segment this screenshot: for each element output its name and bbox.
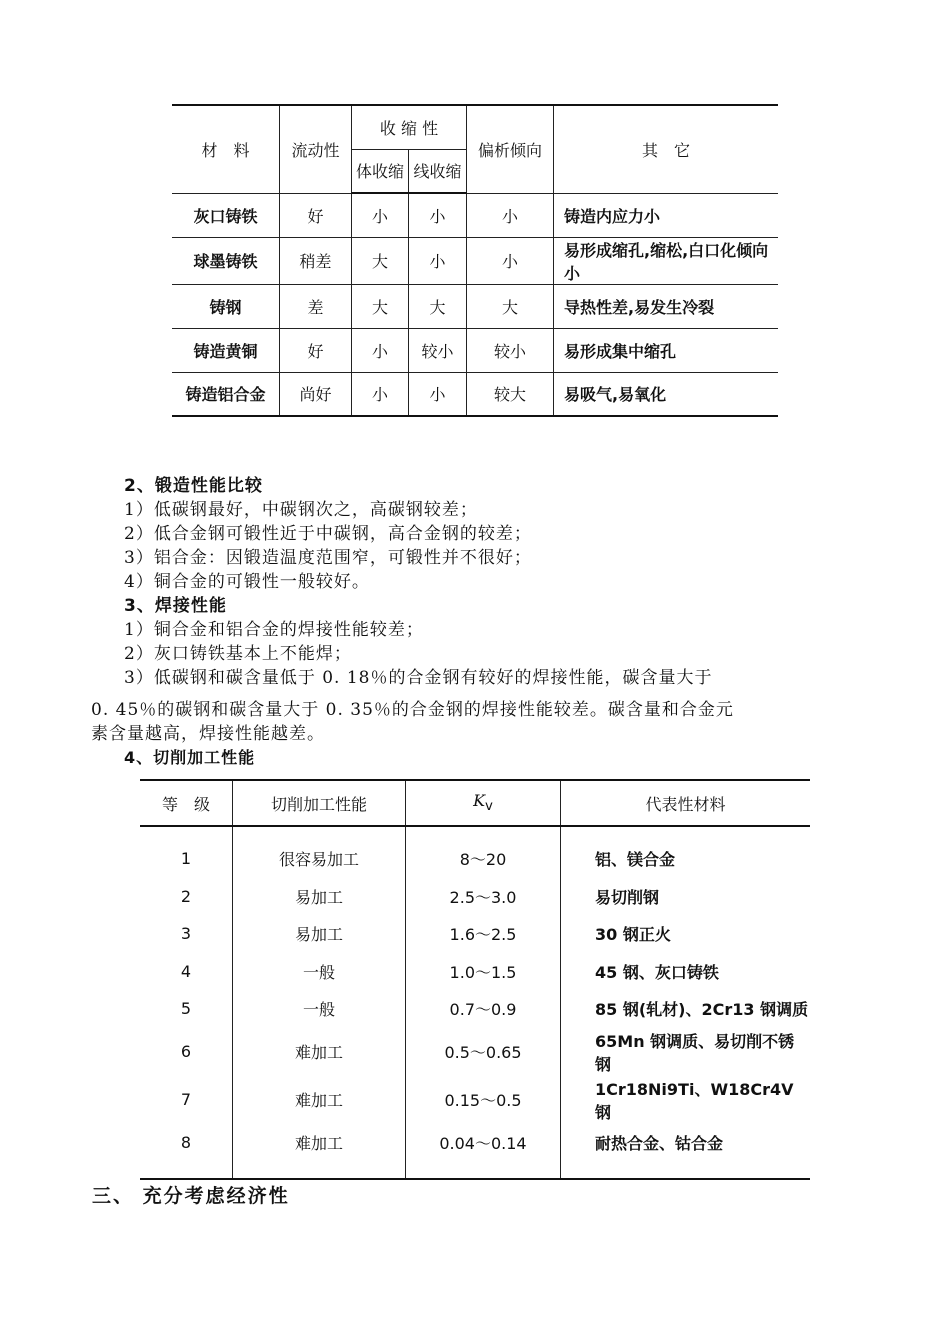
header-segregation: 偏析倾向	[467, 105, 554, 193]
table-row	[172, 328, 778, 372]
table-row	[140, 953, 810, 991]
welding-item-continued	[91, 698, 871, 746]
forging-item: 2）低合金钢可锻性近于中碳钢，高合金钢的较差；	[124, 524, 532, 544]
cell-linear: 小	[409, 193, 467, 237]
forging-item: 4）铜合金的可锻性一般较好。	[124, 572, 370, 592]
cell-material: 铸造黄铜	[172, 328, 280, 372]
kv-symbol: K	[473, 791, 486, 811]
cell-machinability: 一般	[233, 990, 406, 1028]
cell-material: 球墨铸铁	[172, 237, 280, 284]
cell-grade: 6	[180, 1042, 192, 1061]
table-row	[172, 284, 778, 328]
table-row	[140, 1124, 810, 1180]
table-row	[172, 372, 778, 416]
cell-machinability: 难加工	[233, 1124, 406, 1180]
header-shrinkage: 收 缩 性	[352, 105, 467, 149]
forging-item: 1）低碳钢最好，中碳钢次之，高碳钢较差；	[124, 500, 478, 520]
cell-linear: 小	[409, 237, 467, 284]
machinability-table	[140, 779, 810, 1180]
cell-kv: 0.5～0.65	[406, 1028, 561, 1076]
cell-linear: 小	[409, 372, 467, 416]
cell-kv: 0.7～0.9	[406, 990, 561, 1028]
cutting-heading: 4、切削加工性能	[124, 748, 256, 767]
cell-representative-material: 65Mn 钢调质、易切削不锈钢	[561, 1028, 811, 1076]
table-row	[140, 878, 810, 916]
cell-fluidity: 稍差	[280, 237, 352, 284]
header-machinability: 切削加工性能	[233, 780, 406, 826]
cell-kv: 1.6～2.5	[406, 915, 561, 953]
kv-subscript: v	[485, 799, 493, 815]
cell-grade: 2	[180, 886, 192, 906]
cell-material: 铸造铝合金	[172, 372, 280, 416]
cell-volume: 小	[352, 193, 409, 237]
table-row	[140, 826, 810, 878]
cell-segregation: 小	[467, 193, 554, 237]
casting-properties-table	[172, 104, 778, 417]
cell-machinability: 难加工	[233, 1076, 406, 1124]
header-linear-shrinkage: 线收缩	[409, 149, 467, 193]
welding-heading: 3、焊接性能	[124, 596, 227, 616]
cell-segregation: 大	[467, 284, 554, 328]
cell-fluidity: 好	[280, 193, 352, 237]
cell-machinability: 易加工	[233, 878, 406, 916]
cell-machinability: 难加工	[233, 1028, 406, 1076]
cell-grade: 8	[180, 1132, 192, 1152]
table-row	[140, 1076, 810, 1124]
cell-fluidity: 尚好	[280, 372, 352, 416]
cell-linear: 较小	[409, 328, 467, 372]
cell-other: 易形成集中缩孔	[554, 328, 779, 372]
cell-other: 易形成缩孔,缩松,白口化倾向小	[554, 237, 779, 284]
table-row	[140, 1028, 810, 1076]
header-representative-material: 代表性材料	[561, 780, 811, 826]
cell-kv: 1.0～1.5	[406, 953, 561, 991]
cell-grade: 1	[180, 849, 192, 869]
cell-representative-material: 耐热合金、钴合金	[561, 1124, 811, 1180]
cell-representative-material: 1Cr18Ni9Ti、W18Cr4V 钢	[561, 1076, 811, 1124]
cell-representative-material: 85 钢(轧材)、2Cr13 钢调质	[561, 990, 811, 1028]
cell-kv: 0.04～0.14	[406, 1124, 561, 1180]
cell-grade: 7	[180, 1090, 192, 1109]
header-material: 材 料	[172, 105, 280, 193]
header-kv	[406, 780, 561, 826]
welding-item-line: 素含量越高，焊接性能越差。	[91, 724, 325, 744]
cell-linear: 大	[409, 284, 467, 328]
cell-machinability: 一般	[233, 953, 406, 991]
cell-kv: 2.5～3.0	[406, 878, 561, 916]
forging-item: 3）铝合金：因锻造温度范围窄，可锻性并不很好；	[124, 548, 532, 568]
cell-representative-material: 30 钢正火	[561, 915, 811, 953]
cell-representative-material: 铝、镁合金	[561, 826, 811, 878]
welding-item-line: 0. 45％的碳钢和碳含量大于 0. 35％的合金钢的焊接性能较差。碳含量和合金元	[91, 700, 734, 720]
table-row	[140, 915, 810, 953]
cell-volume: 小	[352, 372, 409, 416]
header-other: 其 它	[554, 105, 779, 193]
forging-section	[124, 474, 712, 690]
table-row	[172, 193, 778, 237]
cell-material: 灰口铸铁	[172, 193, 280, 237]
cell-other: 铸造内应力小	[554, 193, 779, 237]
cell-kv: 0.15～0.5	[406, 1076, 561, 1124]
cell-grade: 3	[180, 924, 192, 944]
cell-material: 铸钢	[172, 284, 280, 328]
cell-fluidity: 好	[280, 328, 352, 372]
cell-volume: 大	[352, 284, 409, 328]
cell-segregation: 较小	[467, 328, 554, 372]
cell-fluidity: 差	[280, 284, 352, 328]
cell-other: 导热性差,易发生冷裂	[554, 284, 779, 328]
cell-representative-material: 易切削钢	[561, 878, 811, 916]
table-row	[172, 237, 778, 284]
welding-item: 3）低碳钢和碳含量低于 0. 18％的合金钢有较好的焊接性能，碳含量大于	[124, 668, 713, 688]
cell-grade: 5	[180, 999, 192, 1019]
cell-grade: 4	[180, 961, 192, 981]
forging-heading: 2、锻造性能比较	[124, 476, 263, 496]
header-grade: 等 级	[140, 780, 233, 826]
cell-representative-material: 45 钢、灰口铸铁	[561, 953, 811, 991]
header-fluidity: 流动性	[280, 105, 352, 193]
cell-volume: 大	[352, 237, 409, 284]
table-row	[140, 990, 810, 1028]
cell-kv: 8～20	[406, 826, 561, 878]
cell-machinability: 很容易加工	[233, 826, 406, 878]
header-volume-shrinkage: 体收缩	[352, 149, 409, 193]
cell-volume: 小	[352, 328, 409, 372]
cell-segregation: 较大	[467, 372, 554, 416]
cell-machinability: 易加工	[233, 915, 406, 953]
welding-item: 1）铜合金和铝合金的焊接性能较差；	[124, 620, 424, 640]
cell-segregation: 小	[467, 237, 554, 284]
welding-item: 2）灰口铸铁基本上不能焊；	[124, 644, 352, 664]
cell-other: 易吸气,易氧化	[554, 372, 779, 416]
economy-heading: 三、 充分考虑经济性	[92, 1185, 290, 1207]
